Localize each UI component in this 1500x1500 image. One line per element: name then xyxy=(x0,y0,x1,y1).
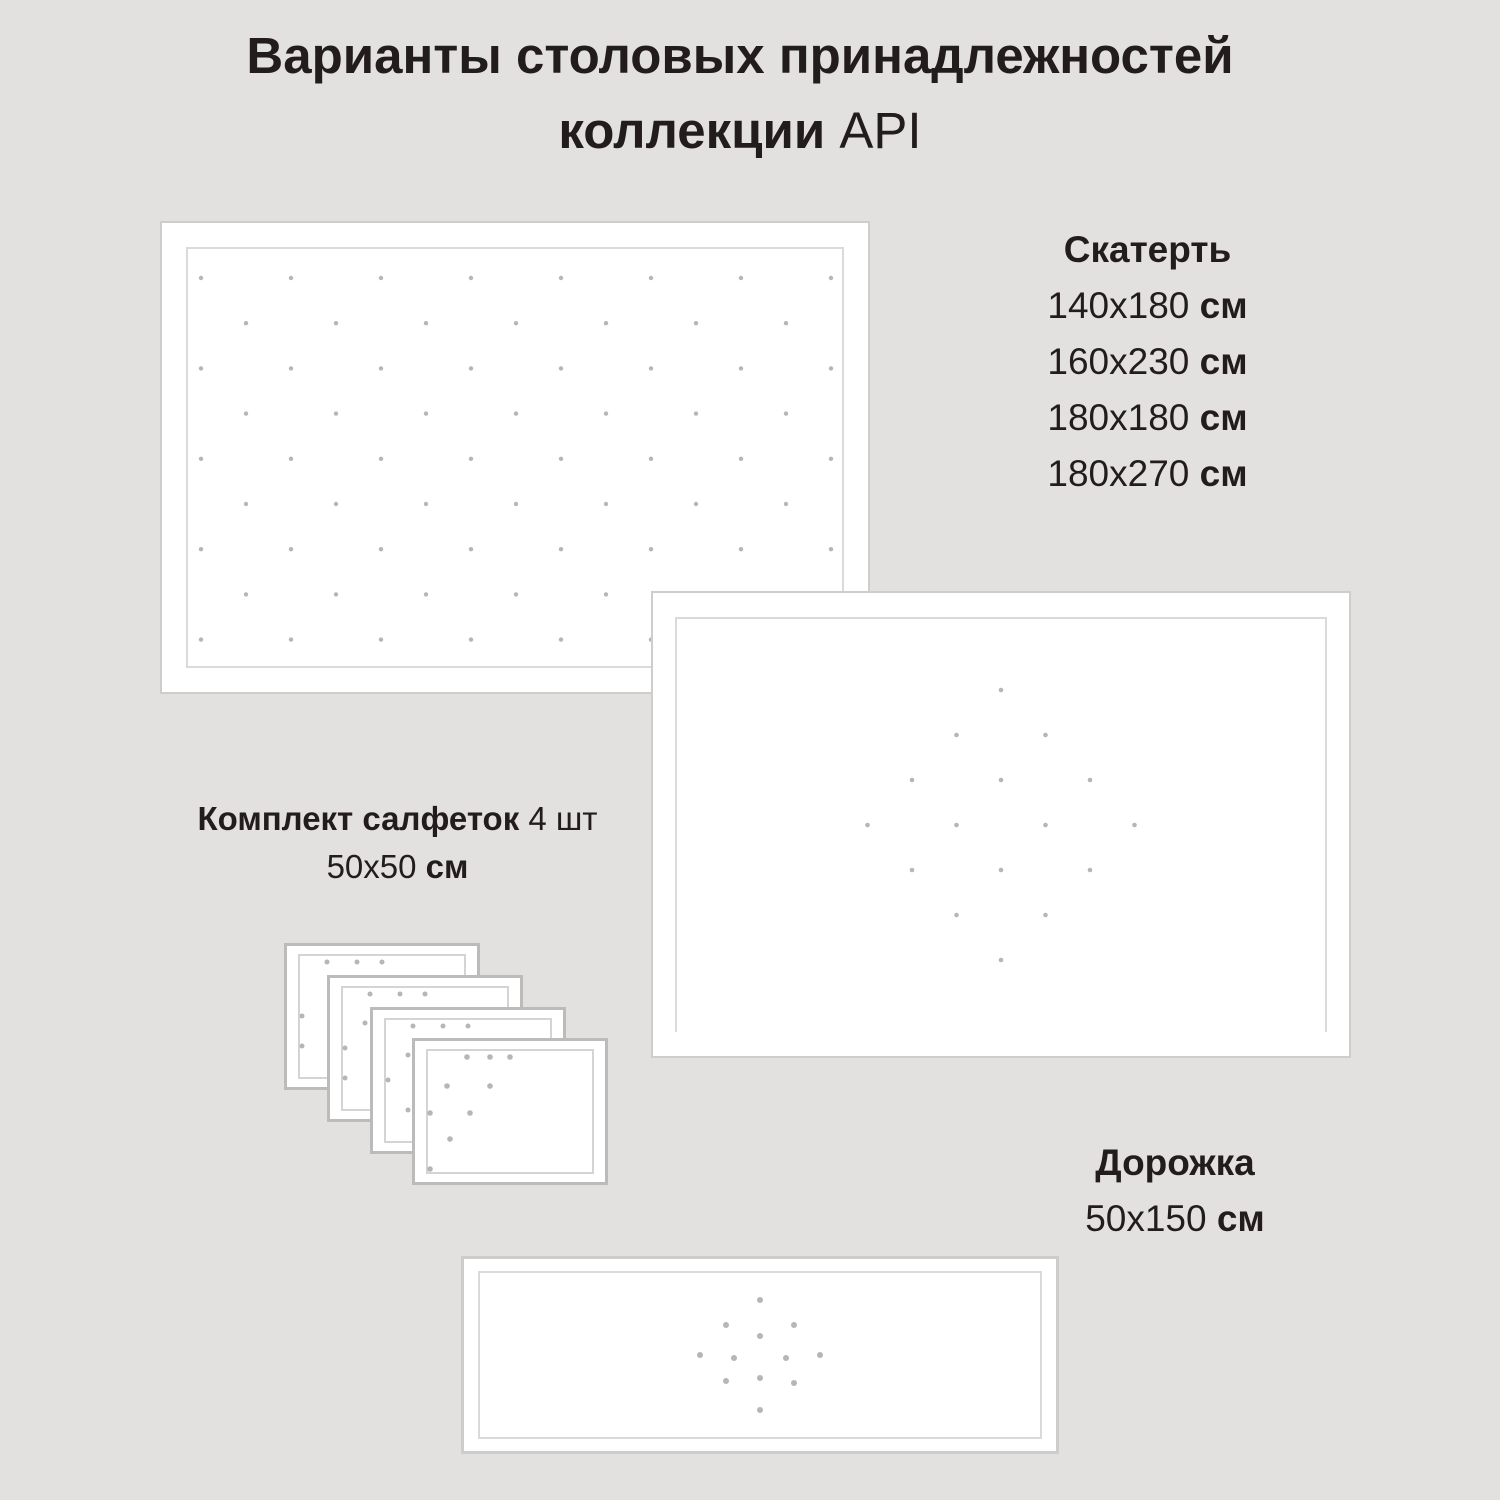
pattern-dot xyxy=(334,321,338,325)
pattern-dot xyxy=(791,1322,797,1328)
pattern-dot xyxy=(731,1355,737,1361)
pattern-dot xyxy=(783,1355,789,1361)
pattern-dot xyxy=(954,733,959,738)
runner-heading: Дорожка xyxy=(1095,1142,1255,1183)
pattern-dot xyxy=(723,1322,729,1328)
pattern-dot xyxy=(910,868,915,873)
pattern-dot xyxy=(424,321,428,325)
pattern-dot xyxy=(604,411,608,415)
pattern-dot xyxy=(244,321,248,325)
pattern-dot xyxy=(559,366,563,370)
pattern-dot xyxy=(514,411,518,415)
pattern-dot xyxy=(723,1378,729,1384)
pattern-dot xyxy=(694,321,698,325)
pattern-dot xyxy=(999,958,1004,963)
pattern-dot xyxy=(829,366,833,370)
pattern-dot xyxy=(289,547,293,551)
pattern-dot xyxy=(559,547,563,551)
pattern-dot xyxy=(244,502,248,506)
pattern-dot xyxy=(784,502,788,506)
pattern-dot xyxy=(739,457,743,461)
pattern-dot xyxy=(865,823,870,828)
pattern-dot xyxy=(784,321,788,325)
pattern-dot xyxy=(829,457,833,461)
pattern-dot xyxy=(379,547,383,551)
tablecloth-size-2: 160x230 см xyxy=(1047,341,1248,382)
pattern-dot xyxy=(559,276,563,280)
napkins-size: 50x50 см xyxy=(326,848,469,885)
pattern-dot xyxy=(559,457,563,461)
pattern-dot xyxy=(604,592,608,596)
pattern-dot xyxy=(199,547,203,551)
pattern-dot xyxy=(604,502,608,506)
pattern-dot xyxy=(649,366,653,370)
pattern-dot xyxy=(199,366,203,370)
pattern-dot xyxy=(910,778,915,783)
tablecloth-size-1: 140x180 см xyxy=(1047,285,1248,326)
pattern-dot xyxy=(379,366,383,370)
pattern-dot xyxy=(469,547,473,551)
pattern-dot xyxy=(694,411,698,415)
pattern-dot xyxy=(469,637,473,641)
runner-medallion-pattern xyxy=(464,1259,1056,1451)
title-line-2-bold: коллекции xyxy=(558,102,826,159)
pattern-dot xyxy=(199,637,203,641)
pattern-dot xyxy=(757,1407,763,1413)
pattern-dot xyxy=(1088,778,1093,783)
napkins-count: 4 шт xyxy=(528,800,598,837)
pattern-dot xyxy=(649,457,653,461)
pattern-dot xyxy=(244,592,248,596)
title-line-1: Варианты столовых принадлежностей xyxy=(246,27,1234,84)
pattern-dot xyxy=(757,1375,763,1381)
pattern-dot xyxy=(954,913,959,918)
pattern-dot xyxy=(514,321,518,325)
pattern-dot xyxy=(199,276,203,280)
napkin-illustration xyxy=(412,1038,608,1185)
tablecloth-specs xyxy=(1000,222,1295,502)
tablecloth-size-3: 180x180 см xyxy=(1047,397,1248,438)
pattern-dot xyxy=(199,457,203,461)
pattern-dot xyxy=(469,366,473,370)
pattern-dot xyxy=(424,502,428,506)
pattern-dot xyxy=(379,637,383,641)
pattern-dot xyxy=(514,502,518,506)
pattern-dot xyxy=(604,321,608,325)
pattern-dot xyxy=(999,688,1004,693)
pattern-dot xyxy=(829,547,833,551)
pattern-dot xyxy=(784,411,788,415)
pattern-dot xyxy=(379,457,383,461)
pattern-dot xyxy=(289,637,293,641)
pattern-dot xyxy=(289,366,293,370)
pattern-dot xyxy=(289,276,293,280)
pattern-dot xyxy=(1043,733,1048,738)
pattern-dot xyxy=(379,276,383,280)
tablecloth-heading: Скатерть xyxy=(1063,229,1232,270)
page-title xyxy=(0,18,1480,168)
pattern-dot xyxy=(817,1352,823,1358)
pattern-dot xyxy=(244,411,248,415)
pattern-dot xyxy=(757,1297,763,1303)
pattern-dot xyxy=(649,547,653,551)
pattern-dot xyxy=(694,502,698,506)
pattern-dot xyxy=(999,778,1004,783)
runner-illustration xyxy=(461,1256,1059,1454)
pattern-dot xyxy=(424,411,428,415)
pattern-dot xyxy=(1088,868,1093,873)
pattern-dot xyxy=(739,547,743,551)
pattern-dot xyxy=(1043,823,1048,828)
pattern-dot xyxy=(954,823,959,828)
pattern-dot xyxy=(739,366,743,370)
pattern-dot xyxy=(559,637,563,641)
pattern-dot xyxy=(739,276,743,280)
runner-specs xyxy=(1030,1135,1320,1247)
pattern-dot xyxy=(424,592,428,596)
pattern-dot xyxy=(999,868,1004,873)
pattern-dot xyxy=(469,276,473,280)
pattern-dot xyxy=(649,276,653,280)
pattern-dot xyxy=(1132,823,1137,828)
napkins-specs xyxy=(150,795,645,891)
pattern-dot xyxy=(514,592,518,596)
napkins-heading: Комплект салфеток xyxy=(197,800,520,837)
title-line-2-light: API xyxy=(839,102,922,159)
pattern-dot xyxy=(334,592,338,596)
runner-size: 50x150 см xyxy=(1085,1198,1265,1239)
tablecloth-medallion-pattern xyxy=(653,593,1349,1056)
pattern-dot xyxy=(289,457,293,461)
pattern-dot xyxy=(334,502,338,506)
tablecloth-medallion-illustration xyxy=(651,591,1351,1058)
pattern-dot xyxy=(1043,913,1048,918)
pattern-dot xyxy=(757,1333,763,1339)
pattern-dot xyxy=(334,411,338,415)
pattern-dot xyxy=(469,457,473,461)
pattern-dot xyxy=(791,1380,797,1386)
pattern-dot xyxy=(829,276,833,280)
pattern-dot xyxy=(697,1352,703,1358)
tablecloth-size-4: 180x270 см xyxy=(1047,453,1248,494)
